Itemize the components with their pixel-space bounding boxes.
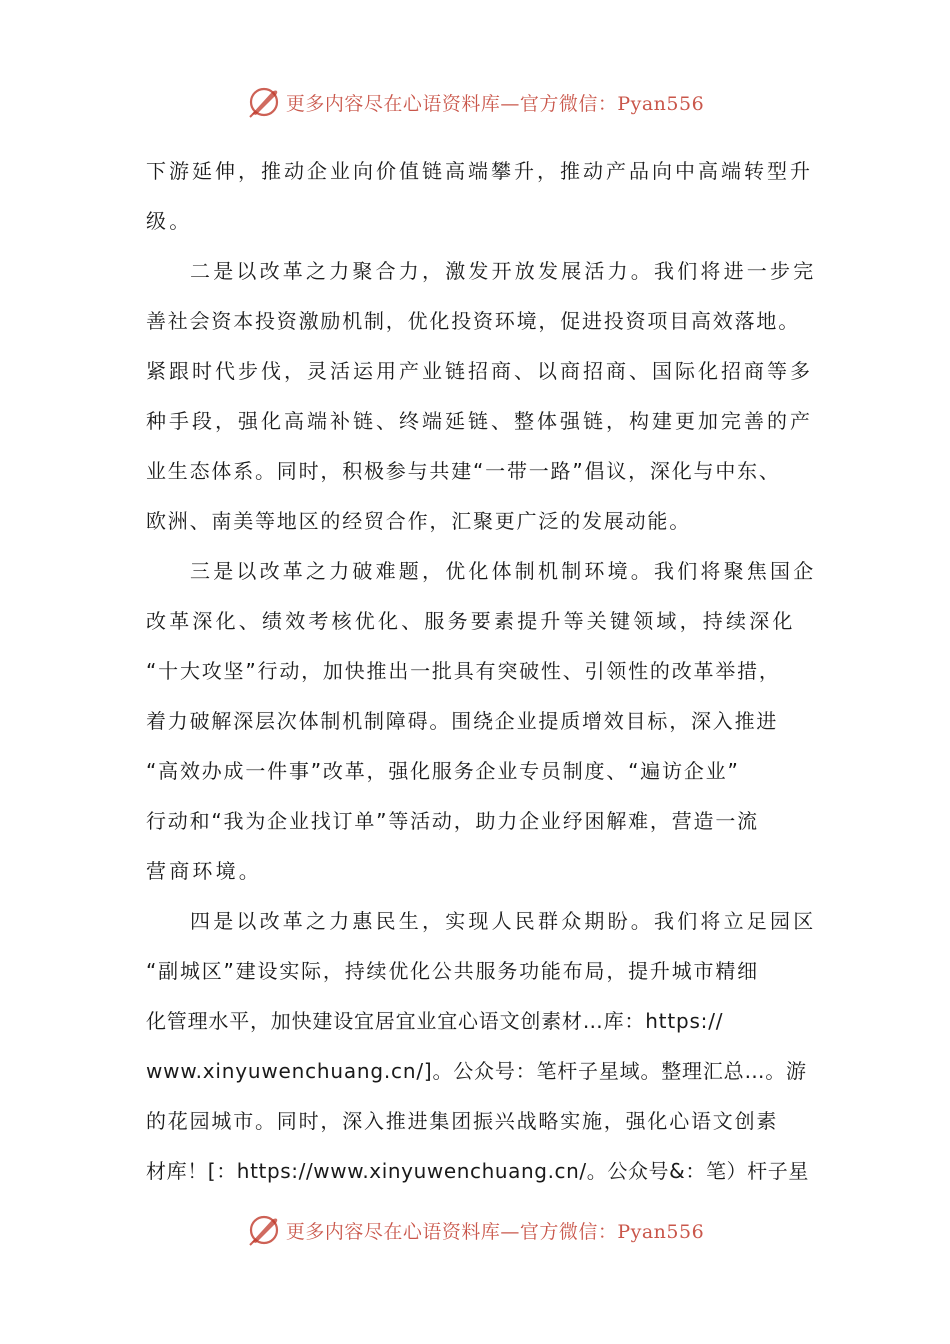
- text-line: 着力破解深层次体制机制障碍。围绕企业提质增效目标，深入推进: [146, 709, 779, 733]
- text-line: 善社会资本投资激励机制，优化投资环境，促进投资项目高效落地。: [146, 309, 800, 333]
- text-line-with-url: 化管理水平，加快建设宜居宜业宜心语文创素材…库：https://: [146, 1009, 724, 1033]
- text-line-with-url: 材库！[：https://www.xinyuwenchuang.cn/。公众号&：笔）杆子星: [146, 1159, 809, 1183]
- text-line: 业生态体系。同时，积极参与共建“一带一路”倡议，深化与中东、: [146, 459, 781, 483]
- paragraph-start-line: 二是以改革之力聚合力，激发开放发展活力。我们将进一步完: [190, 259, 817, 283]
- quill-pen-logo-icon: [246, 84, 282, 120]
- text-line: 欧洲、南美等地区的经贸合作，汇聚更广泛的发展动能。: [146, 509, 691, 533]
- footer-watermark-banner: [0, 1210, 950, 1250]
- text-line-with-url: www.xinyuwenchuang.cn/]。公众号：笔杆子星域。整理汇总…。游: [146, 1059, 807, 1083]
- text-line: 改革深化、绩效考核优化、服务要素提升等关键领域，持续深化: [146, 609, 796, 633]
- quill-pen-logo-icon: [246, 1212, 282, 1248]
- text-line: “十大攻坚”行动，加快推出一批具有突破性、引领性的改革举措，: [146, 659, 781, 683]
- header-watermark-banner: [0, 82, 950, 122]
- text-line: “副城区”建设实际，持续优化公共服务功能布局，提升城市精细: [146, 959, 759, 983]
- text-line: 级。: [146, 209, 193, 233]
- header-banner-text: 更多内容尽在心语资料库—官方微信：Pyan556: [285, 92, 705, 115]
- paragraph-start-line: 四是以改革之力惠民生，实现人民群众期盼。我们将立足园区: [190, 909, 817, 933]
- text-line: 紧跟时代步伐，灵活运用产业链招商、以商招商、国际化招商等多: [146, 359, 813, 383]
- text-line: 行动和“我为企业找订单”等活动，助力企业纾困解难，营造一流: [146, 809, 759, 833]
- text-line: 营商环境。: [146, 859, 262, 883]
- text-line: 下游延伸，推动企业向价值链高端攀升，推动产品向中高端转型升: [146, 159, 813, 183]
- text-line: 的花园城市。同时，深入推进集团振兴战略实施，强化心语文创素: [146, 1109, 779, 1133]
- text-line: “高效办成一件事”改革，强化服务企业专员制度、“遍访企业”: [146, 759, 740, 783]
- document-body: [146, 146, 816, 1196]
- paragraph-start-line: 三是以改革之力破难题，优化体制机制环境。我们将聚焦国企: [190, 559, 817, 583]
- footer-banner-text: 更多内容尽在心语资料库—官方微信：Pyan556: [285, 1220, 705, 1243]
- text-line: 种手段，强化高端补链、终端延链、整体强链，构建更加完善的产: [146, 409, 813, 433]
